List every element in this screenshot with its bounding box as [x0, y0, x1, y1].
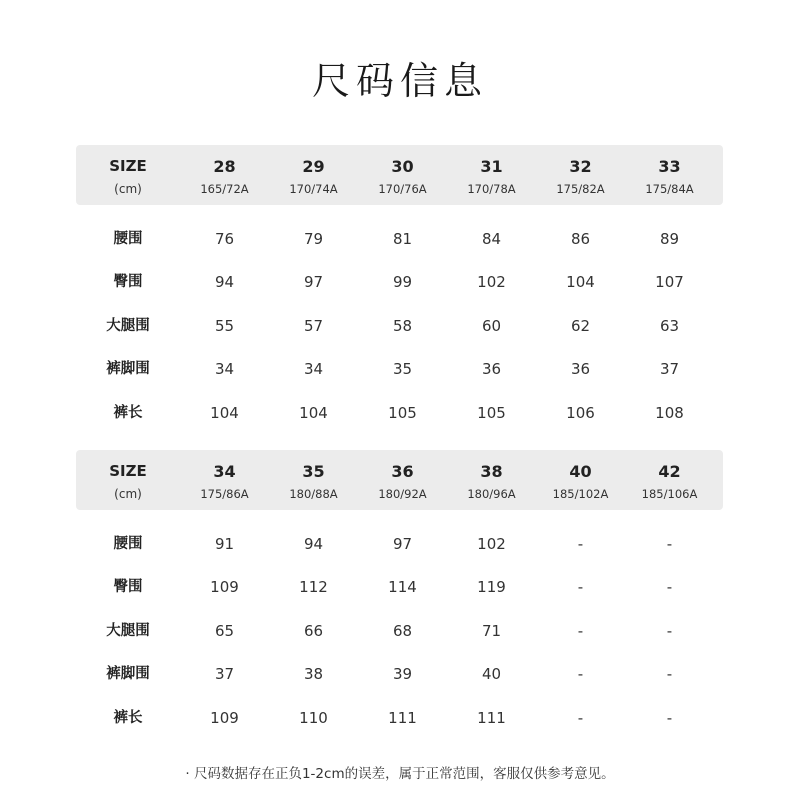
size-column-header — [269, 145, 358, 205]
size-number: 31 — [480, 157, 503, 176]
table-cell: 109 — [210, 708, 239, 727]
size-spec: 180/96A — [467, 487, 516, 501]
table-cell: 58 — [392, 316, 413, 335]
size-number: 28 — [213, 157, 236, 176]
table-cell: 79 — [303, 230, 324, 248]
size-table-2 — [76, 450, 723, 740]
table-cell: 104 — [210, 403, 239, 422]
size-number: 38 — [480, 462, 503, 481]
table-cell: 105 — [388, 403, 417, 422]
row-label: 大腿围 — [106, 622, 150, 639]
size-spec: 175/84A — [645, 182, 694, 196]
table-cell: 112 — [299, 578, 328, 597]
table-cell: 107 — [655, 273, 684, 292]
table-cell: - — [577, 621, 584, 640]
table-cell: 76 — [214, 230, 235, 248]
table-cell: 97 — [392, 535, 413, 553]
table-cell: 57 — [303, 316, 324, 335]
table-cell: 111 — [388, 708, 417, 727]
table-row — [76, 697, 723, 740]
size-spec: 165/72A — [200, 182, 249, 196]
size-number: 33 — [658, 157, 681, 176]
table-cell: 94 — [214, 273, 235, 292]
table-cell: 89 — [659, 230, 680, 248]
table-cell: 55 — [214, 316, 235, 335]
size-spec: 180/88A — [289, 487, 338, 501]
size-column-header — [358, 450, 447, 510]
size-column-header — [269, 450, 358, 510]
size-number: 30 — [391, 157, 414, 176]
size-spec: 170/78A — [467, 182, 516, 196]
row-label: 臀围 — [113, 274, 143, 291]
page-title: 尺码信息 — [311, 59, 488, 103]
table-cell: 37 — [659, 360, 680, 379]
size-table-1 — [76, 145, 723, 435]
size-number: 40 — [569, 462, 592, 481]
table-cell: 38 — [303, 665, 324, 684]
table-cell: 40 — [481, 665, 502, 684]
table-cell: 99 — [392, 273, 413, 292]
table-cell: 109 — [210, 578, 239, 597]
table-row — [76, 653, 723, 696]
table-row — [76, 348, 723, 391]
table-cell: 114 — [388, 578, 417, 597]
table-cell: 34 — [303, 360, 324, 379]
table-row — [76, 610, 723, 653]
table-cell: - — [577, 535, 584, 553]
size-header-cell — [76, 145, 180, 205]
table-row — [76, 523, 723, 566]
table-body — [76, 523, 723, 740]
size-column-header — [625, 145, 714, 205]
table-cell: 39 — [392, 665, 413, 684]
table-cell: 65 — [214, 621, 235, 640]
size-spec: 185/102A — [552, 487, 609, 501]
size-number: 35 — [302, 462, 325, 481]
size-spec: 175/86A — [200, 487, 249, 501]
size-spec: 170/74A — [289, 182, 338, 196]
table-cell: - — [577, 708, 584, 727]
table-cell: 111 — [477, 708, 506, 727]
table-cell: - — [666, 621, 673, 640]
size-number: 29 — [302, 157, 325, 176]
table-cell: 68 — [392, 621, 413, 640]
table-row — [76, 305, 723, 348]
table-cell: 86 — [570, 230, 591, 248]
table-cell: 91 — [214, 535, 235, 553]
size-label: SIZE — [109, 157, 147, 175]
size-column-header — [180, 450, 269, 510]
table-cell: 102 — [477, 535, 506, 553]
table-cell: 94 — [303, 535, 324, 553]
table-cell: 36 — [570, 360, 591, 379]
table-cell: - — [666, 665, 673, 684]
size-number: 34 — [213, 462, 236, 481]
table-row — [76, 261, 723, 304]
size-spec: 170/76A — [378, 182, 427, 196]
table-row — [76, 566, 723, 609]
table-cell: - — [577, 578, 584, 597]
table-cell: 104 — [566, 273, 595, 292]
table-cell: 37 — [214, 665, 235, 684]
table-cell: 66 — [303, 621, 324, 640]
size-label: SIZE — [109, 462, 147, 480]
size-column-header — [536, 145, 625, 205]
unit-label: (cm) — [114, 182, 142, 196]
table-cell: 81 — [392, 230, 413, 248]
row-label: 腰围 — [113, 536, 143, 552]
table-cell: 36 — [481, 360, 502, 379]
size-column-header — [447, 450, 536, 510]
row-label: 裤长 — [113, 404, 143, 421]
table-header — [76, 450, 723, 510]
row-label: 裤脚围 — [106, 361, 150, 378]
table-cell: 108 — [655, 403, 684, 422]
size-spec: 180/92A — [378, 487, 427, 501]
table-cell: 104 — [299, 403, 328, 422]
table-cell: - — [577, 665, 584, 684]
measurement-note: · 尺码数据存在正负1-2cm的误差，属于正常范围，客服仅供参考意见。 — [185, 766, 615, 782]
table-cell: - — [666, 535, 673, 553]
row-label: 裤长 — [113, 709, 143, 726]
table-cell: 102 — [477, 273, 506, 292]
table-cell: - — [666, 708, 673, 727]
table-row — [76, 218, 723, 261]
row-label: 臀围 — [113, 579, 143, 596]
size-spec: 175/82A — [556, 182, 605, 196]
size-column-header — [180, 145, 269, 205]
row-label: 腰围 — [113, 231, 143, 247]
size-number: 32 — [569, 157, 592, 176]
size-column-header — [536, 450, 625, 510]
row-label: 裤脚围 — [106, 666, 150, 683]
table-cell: 110 — [299, 708, 328, 727]
table-cell: 97 — [303, 273, 324, 292]
table-cell: 105 — [477, 403, 506, 422]
table-cell: 35 — [392, 360, 413, 379]
table-row — [76, 392, 723, 435]
row-label: 大腿围 — [106, 317, 150, 334]
table-cell: 106 — [566, 403, 595, 422]
table-cell: 63 — [659, 316, 680, 335]
size-column-header — [625, 450, 714, 510]
table-cell: 34 — [214, 360, 235, 379]
size-number: 36 — [391, 462, 414, 481]
table-cell: 119 — [477, 578, 506, 597]
size-column-header — [358, 145, 447, 205]
size-column-header — [447, 145, 536, 205]
table-cell: 84 — [481, 230, 502, 248]
unit-label: (cm) — [114, 487, 142, 501]
table-body — [76, 218, 723, 435]
table-header — [76, 145, 723, 205]
size-number: 42 — [658, 462, 681, 481]
table-cell: 62 — [570, 316, 591, 335]
size-spec: 185/106A — [641, 487, 698, 501]
table-cell: 71 — [481, 621, 502, 640]
table-cell: 60 — [481, 316, 502, 335]
table-cell: - — [666, 578, 673, 597]
size-header-cell — [76, 450, 180, 510]
